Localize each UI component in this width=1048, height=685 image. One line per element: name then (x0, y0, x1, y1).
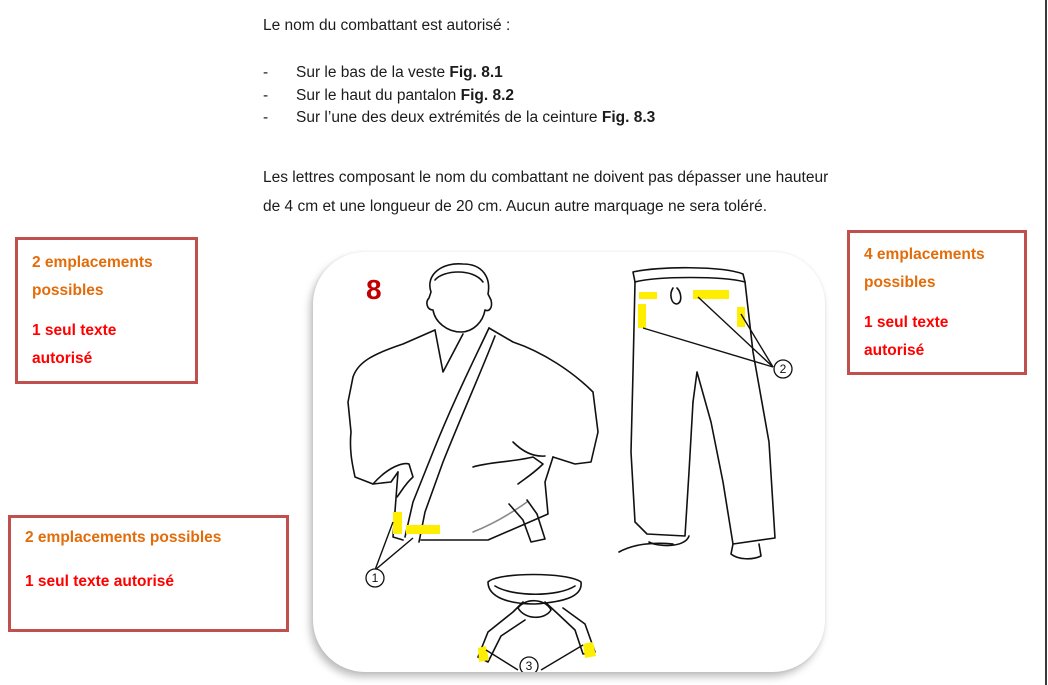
note-rule: 1 seul texte autorisé (864, 314, 949, 359)
highlight-belt-right (583, 642, 596, 658)
paragraph-line: de 4 cm et une longueur de 20 cm. Aucun autre marquage ne sera toléré. (263, 198, 768, 215)
figure-panel (313, 252, 825, 672)
note-count: 2 emplacements possibles (25, 529, 222, 546)
note-box-pants (847, 230, 1027, 375)
size-rule-paragraph (263, 163, 963, 221)
highlight-pants-hip-right (737, 307, 745, 327)
marker-2-label: 2 (779, 362, 787, 376)
highlight-zones (393, 290, 745, 662)
note-count: 2 emplacements possibles (32, 254, 153, 299)
list-item-text: Sur le haut du pantalon (296, 86, 461, 104)
note-box-jacket-top (15, 237, 198, 384)
highlight-pants-waist-left (639, 292, 657, 299)
bullet: - (263, 86, 269, 104)
judogi-illustration (313, 252, 825, 672)
list-item (263, 62, 655, 85)
figure-ref: Fig. 8.1 (449, 64, 503, 81)
highlight-jacket-bottom (406, 525, 440, 534)
note-rule: 1 seul texte autorisé (25, 573, 175, 590)
list-item-text: Sur l’une des deux extrémités de la ceinture (296, 109, 602, 126)
note-box-jacket-bottom (8, 515, 289, 632)
bullet: - (263, 64, 269, 81)
paragraph-line: Les lettres composant le nom du combattant ne doivent pas dépasser une hauteur (263, 169, 829, 186)
note-rule: 1 seul texte autorisé (32, 322, 117, 367)
page-edge-divider (1045, 0, 1047, 685)
person-head-icon (427, 264, 492, 332)
highlight-belt-left (478, 646, 489, 662)
highlight-pants-hip-left (638, 304, 646, 328)
list-item (263, 107, 655, 130)
note-count: 4 emplacements possibles (864, 246, 985, 291)
placement-list (263, 62, 655, 130)
highlight-jacket-side (393, 512, 402, 534)
marker-1-label: 1 (371, 571, 379, 585)
jacket-icon (348, 328, 598, 542)
figure-number: 8 (366, 274, 382, 305)
figure-ref: Fig. 8.2 (460, 86, 515, 104)
figure-ref: Fig. 8.3 (601, 109, 656, 126)
list-item (263, 85, 655, 108)
intro-text: Le nom du combattant est autorisé : (263, 17, 511, 34)
bullet: - (263, 109, 269, 126)
marker-3-label: 3 (525, 659, 533, 672)
list-item-text: Sur le bas de la veste (296, 64, 450, 81)
